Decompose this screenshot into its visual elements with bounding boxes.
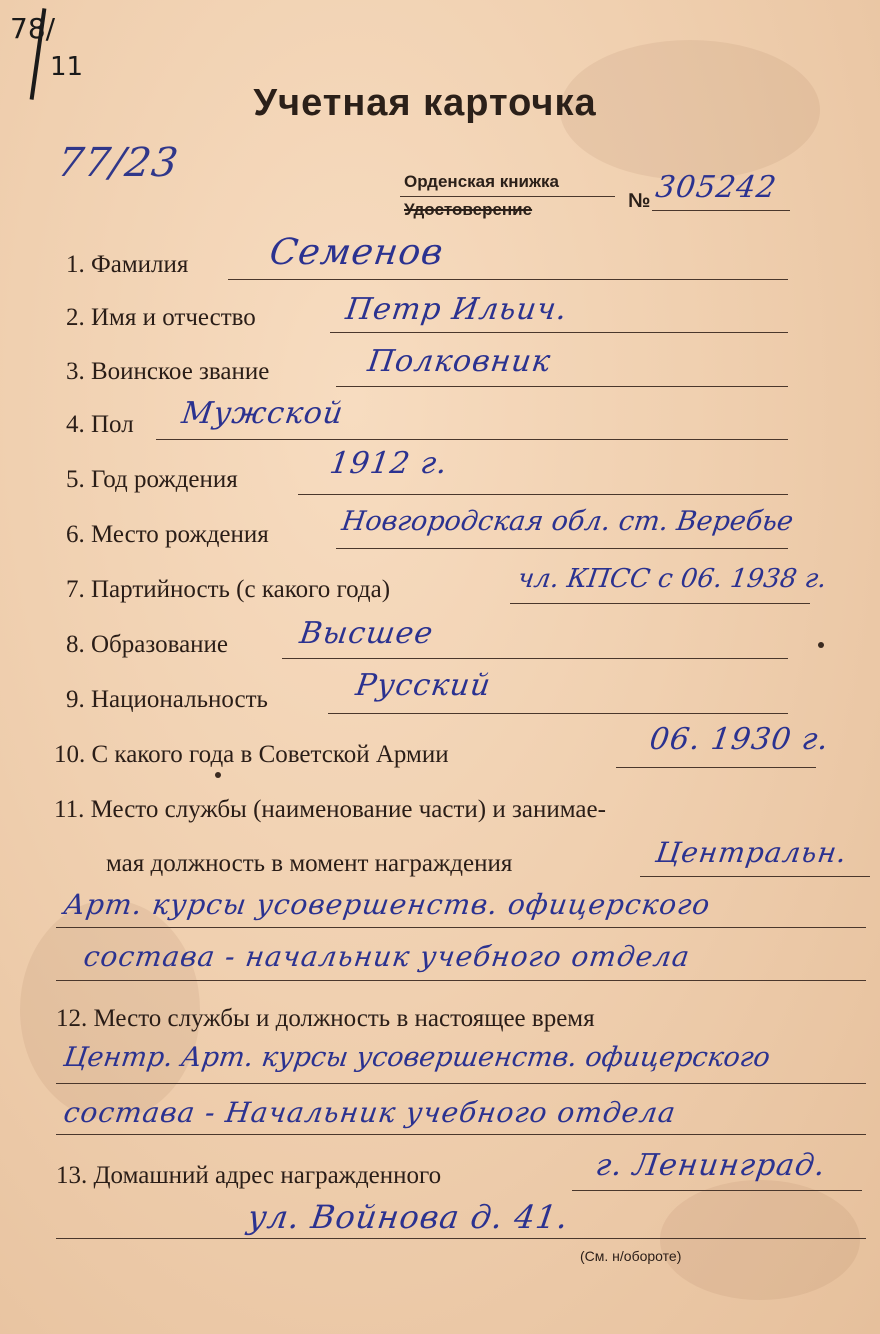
- field-nationality-label: 9. Национальность: [66, 686, 268, 713]
- field-service-place-line-3: [56, 980, 866, 981]
- field-party-label: 7. Партийность (с какого года): [66, 576, 391, 603]
- ink-dot: [215, 772, 221, 778]
- field-current-service-line: [56, 1083, 866, 1084]
- number-sign: №: [628, 190, 651, 212]
- field-army-since-line: [616, 767, 816, 768]
- field-home-address-value-2: ул. Войнова д. 41.: [245, 1198, 572, 1236]
- field-home-address-line: [572, 1190, 862, 1191]
- field-birthplace-line: [336, 548, 788, 549]
- field-party-line: [510, 603, 810, 604]
- field-education-value: Высшее: [297, 616, 436, 651]
- field-name-line: [330, 332, 788, 333]
- field-current-service-value: Центр. Арт. курсы усовершенств. офицерского: [61, 1042, 773, 1073]
- field-birthplace-label: 6. Место рождения: [66, 521, 269, 548]
- field-name-value: Петр Ильич.: [343, 292, 570, 327]
- field-service-place-value-3: состава - начальник учебного отдела: [81, 940, 693, 973]
- field-service-place-label-cont: мая должность в момент награждения: [106, 850, 513, 877]
- card-title: Учетная карточка: [253, 82, 597, 124]
- field-army-since-label: 10. С какого года в Советской Армии: [54, 741, 449, 768]
- order-book-underline: [400, 196, 615, 197]
- field-current-service-line-2: [56, 1134, 866, 1135]
- field-education-line: [282, 658, 788, 659]
- field-surname-label: 1. Фамилия: [66, 251, 189, 278]
- field-nationality-line: [328, 713, 788, 714]
- field-sex-label: 4. Пол: [66, 411, 134, 438]
- paper-stain: [660, 1180, 860, 1300]
- field-nationality-value: Русский: [353, 668, 494, 703]
- field-service-place-value: Центральн.: [653, 836, 850, 869]
- field-rank-label: 3. Воинское звание: [66, 358, 270, 385]
- field-sex-line: [156, 439, 788, 440]
- field-army-since-value: 06. 1930 г.: [647, 722, 832, 757]
- order-number-underline: [652, 210, 790, 211]
- field-party-value: чл. КПСС с 06. 1938 г.: [515, 564, 829, 594]
- field-service-place-value-2: Арт. курсы усовершенств. офицерского: [61, 888, 713, 921]
- handwritten-file-number: 77/23: [54, 140, 182, 186]
- field-birth-year-value: 1912 г.: [327, 446, 451, 481]
- see-reverse-note: (См. н/обороте): [580, 1248, 682, 1264]
- field-name-label: 2. Имя и отчество: [66, 304, 256, 331]
- field-current-service-label: 12. Место службы и должность в настоящее время: [56, 1005, 595, 1032]
- corner-archive-number-2: 11: [50, 52, 84, 82]
- field-birth-year-line: [298, 494, 788, 495]
- field-rank-value: Полковник: [365, 344, 554, 379]
- field-birth-year-label: 5. Год рождения: [66, 466, 238, 493]
- field-service-place-line-2: [56, 927, 866, 928]
- field-sex-value: Мужской: [179, 396, 346, 431]
- field-home-address-value: г. Ленинград.: [593, 1148, 829, 1183]
- certificate-label-struck: Удостоверение: [404, 200, 533, 219]
- field-service-place-label: 11. Место службы (наименование части) и занимае-: [54, 796, 606, 823]
- field-home-address-label: 13. Домашний адрес награжденного: [56, 1162, 442, 1189]
- field-home-address-line-2: [56, 1238, 866, 1239]
- corner-archive-number: 78/: [10, 12, 56, 45]
- field-current-service-value-2: состава - Начальник учебного отдела: [61, 1096, 679, 1129]
- field-rank-line: [336, 386, 788, 387]
- field-surname-line: [228, 279, 788, 280]
- field-birthplace-value: Новгородская обл. ст. Веребье: [339, 506, 796, 537]
- order-book-label: Орденская книжка: [404, 172, 560, 191]
- field-education-label: 8. Образование: [66, 631, 229, 658]
- order-book-number: 305242: [653, 170, 779, 205]
- field-service-place-line: [640, 876, 870, 877]
- ink-dot: [818, 642, 824, 648]
- field-surname-value: Семенов: [267, 232, 447, 273]
